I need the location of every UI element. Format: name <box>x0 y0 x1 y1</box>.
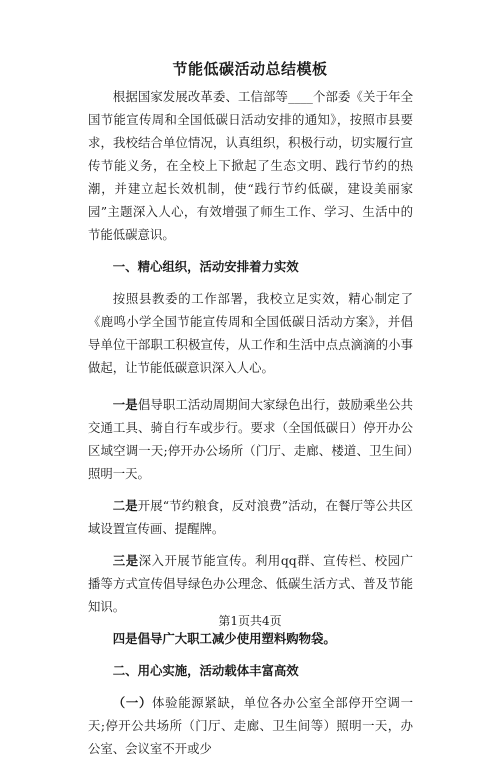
subsection-one-paragraph <box>88 691 413 760</box>
item-three-text: 深入开展节能宣传。利用qq群、宣传栏、校园广播等方式宣传倡导绿色办公理念、低碳生活方式、普及节能知识。 <box>88 553 413 614</box>
item-one-lead: 一是 <box>112 397 138 412</box>
document-title: 节能低碳活动总结模板 <box>172 60 328 78</box>
item-one-paragraph <box>88 393 413 485</box>
subsection-one-text: 体验能源紧缺，单位各办公室全部停开空调一天;停开公共场所（门厅、走廊、卫生间等）照明一天，办公室、会议室不开或少 <box>88 695 414 756</box>
section-heading-1: 一、精心组织，活动安排着力实效 <box>112 259 299 274</box>
item-three-lead: 三是 <box>112 553 139 568</box>
document-body <box>88 85 413 760</box>
item-two-paragraph <box>88 494 413 540</box>
item-two-text: 开展“节约粮食，反对浪费”活动，在餐厅等公共区域设置宣传画、提醒牌。 <box>88 498 414 536</box>
item-three-paragraph <box>88 549 413 618</box>
section-heading-2: 二、用心实施，活动载体丰富高效 <box>112 663 299 678</box>
item-four-heading: 四是倡导广大职工减少使用塑料购物袋。 <box>112 631 336 646</box>
item-two-lead: 二是 <box>112 498 138 513</box>
item-one-text: 倡导职工活动周期间大家绿色出行，鼓励乘坐公共交通工具、骑自行车或步行。要求（全国低碳日）停开办公区域空调一天;停开办公场所（门厅、走廊、楼道、卫生间）照明一天。 <box>88 397 414 481</box>
page-footer: 第1页共4页 <box>218 614 282 628</box>
subsection-one-lead: （一） <box>112 695 153 710</box>
section-1-paragraph: 按照县教委的工作部署，我校立足实效，精心制定了《鹿鸣小学全国节能宣传周和全国低碳日活动方案》，并倡导单位干部职工积极宣传，从工作和生活中点点滴滴的小事做起，让节能低碳意识深入人心。 <box>88 291 413 375</box>
intro-paragraph: 根据国家发展改革委、工信部等____个部委《关于年全国节能宣传周和全国低碳日活动安排的通知》，按照市县要求，我校结合单位情况，认真组织，积极行动，切实履行宣传节能义务，在全校上下掀起了生态文明、践行节约的热潮，并建立起长效机制，使“践行节约低碳，建设美丽家园”主题深入人心，有效增强了师生工作、学习、生活中的节能低碳意识。 <box>88 89 413 242</box>
